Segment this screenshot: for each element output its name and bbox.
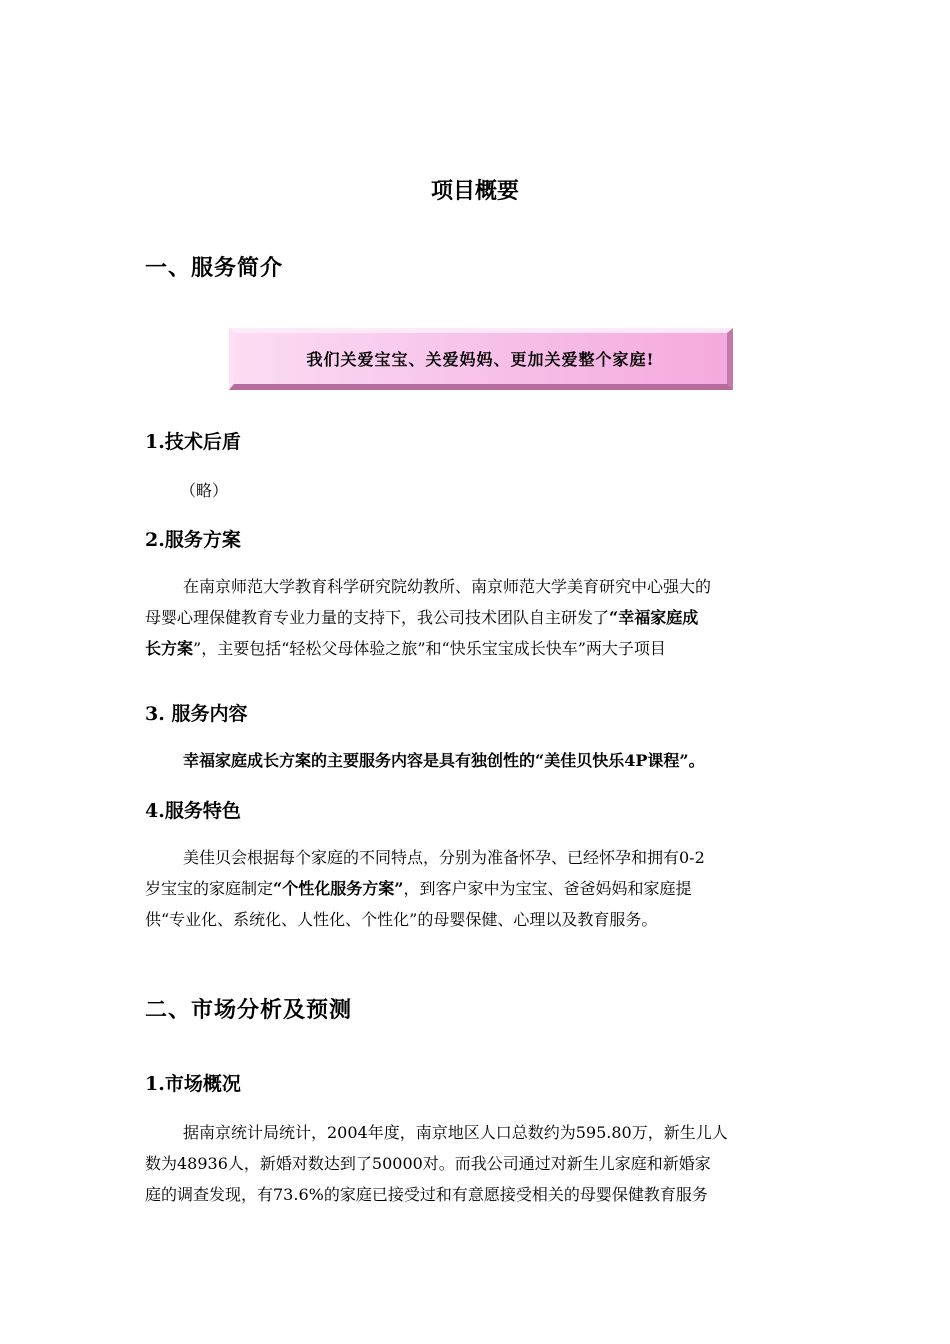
- slogan-text: 我们关爱宝宝、关爱妈妈、更加关爱整个家庭!: [306, 350, 655, 369]
- subsection-feature-heading: 4.服务特色: [145, 800, 241, 822]
- feature-line: [145, 873, 805, 904]
- market-line: 数为48936人，新婚对数达到了50000对。而我公司通过对新生儿家庭和新婚家: [145, 1154, 711, 1173]
- page-title: 项目概要: [430, 178, 519, 204]
- plan-text: 母婴心理保健教育专业力量的支持下，我公司技术团队自主研发了: [145, 608, 610, 627]
- feature-emphasis: “个性化服务方案”: [273, 879, 404, 898]
- market-line: 庭的调查发现，有73.6%的家庭已接受过和有意愿接受相关的母婴保健教育服务: [145, 1185, 708, 1204]
- tech-text: （略）: [180, 481, 229, 500]
- slogan-banner: [229, 328, 733, 390]
- feature-line: 美佳贝会根据每个家庭的不同特点，分别为准备怀孕、已经怀孕和拥有0-2: [183, 848, 705, 867]
- section-1-heading: 一、服务简介: [145, 255, 284, 281]
- market-paragraph: [145, 1117, 805, 1210]
- feature-text: ，到客户家中为宝宝、爸爸妈妈和家庭提: [403, 879, 692, 898]
- subsection-market-heading: 1.市场概况: [145, 1073, 241, 1095]
- subsection-content-heading: 3. 服务内容: [145, 703, 248, 725]
- feature-text: 岁宝宝的家庭制定: [145, 879, 274, 898]
- subsection-tech-heading: 1.技术后盾: [145, 431, 241, 453]
- plan-emphasis: “幸福家庭成: [609, 608, 699, 627]
- plan-line: [145, 633, 805, 664]
- subsection-plan-heading: 2.服务方案: [145, 529, 241, 551]
- plan-paragraph: [145, 571, 805, 664]
- feature-line: 供“专业化、系统化、人性化、个性化”的母婴保健、心理以及教育服务。: [145, 910, 658, 929]
- plan-line: 在南京师范大学教育科学研究院幼教所、南京师范大学美育研究中心强大的: [183, 577, 712, 596]
- market-line: 据南京统计局统计，2004年度，南京地区人口总数约为595.80万，新生儿人: [183, 1123, 728, 1142]
- plan-emphasis: 长方案: [145, 639, 194, 658]
- plan-text: ”，主要包括“轻松父母体验之旅”和“快乐宝宝成长快车”两大子项目: [193, 639, 666, 658]
- content-text: 幸福家庭成长方案的主要服务内容是具有独创性的“美佳贝快乐4P课程”。: [183, 751, 705, 770]
- section-2-heading: 二、市场分析及预测: [145, 997, 353, 1023]
- plan-line: [145, 602, 805, 633]
- feature-paragraph: [145, 842, 805, 935]
